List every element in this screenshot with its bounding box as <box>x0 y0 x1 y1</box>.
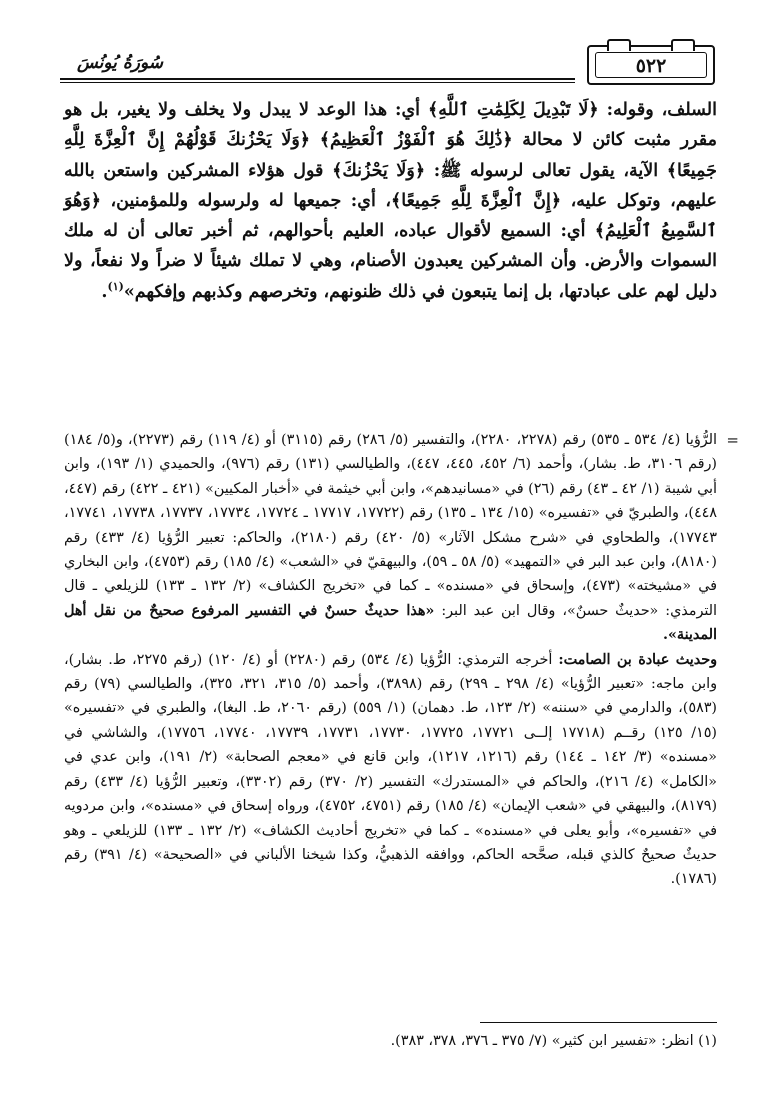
frame-tab-left <box>607 39 631 51</box>
footnote-separator <box>480 1022 717 1023</box>
frame-tab-right <box>671 39 695 51</box>
main-text: السلف، وقوله: ﴿لَا تَبْدِيلَ لِكَلِمَٰتِ ٱللَّهِ﴾ أي: هذا الوعد لا يبدل ولا يخلف ولا يغير، بل هو مقرر مثبت كائن لا محالة ﴿ذَٰلِكَ هُوَ ٱلْفَوْزُ ٱلْعَظِيمُ﴾ ﴿وَلَا يَحْزُنكَ قَوْلُهُمْ إِنَّ ٱلْعِزَّةَ لِلَّهِ جَمِيعًا﴾ الآية، يقول تعالى لرسوله ﷺ: ﴿وَلَا يَحْزُنكَ﴾ قول هؤلاء المشركين واستعن بالله عليهم، وتوكل عليه، ﴿إِنَّ ٱلْعِزَّةَ لِلَّهِ جَمِيعًا﴾، أي: جميعها له ولرسوله وللمؤمنين، ﴿وَهُوَ ٱلسَّمِيعُ ٱلْعَلِيمُ﴾ أي: السميع لأقوال عباده، العليم بأحوالهم، ثم أخبر تعالى أن له ملك السموات والأرض. وأن المشركين يعبدون الأصنام، وهي لا تملك شيئاً لا ضراً ولا نفعاً، ولا دليل لهم على عبادتها، بل إنما يتبعون في ذلك ظنونهم، وتخرصهم وكذبهم وإفكهم»$^{(١)}$. <box>64 100 717 302</box>
footnote-text: انظر: «تفسير ابن كثير» (٧/ ٣٧٥ ـ ٣٧٦، ٣٧٨، ٣٨٣). <box>390 1033 694 1049</box>
header-rule-thin <box>60 82 575 83</box>
surah-title: سُورَةُ يُونُسَ <box>77 53 163 73</box>
page-number: ٥٢٢ <box>595 52 707 78</box>
main-paragraph: السلف، وقوله: ﴿لَا تَبْدِيلَ لِكَلِمَٰتِ ٱللَّهِ﴾ أي: هذا الوعد لا يبدل ولا يخلف ولا يغير، بل هو مقرر مثبت كائن لا محالة ﴿ذَٰلِكَ هُوَ ٱلْفَوْزُ ٱلْعَظِيمُ﴾ ﴿وَلَا يَحْزُنكَ قَوْلُهُمْ إِنَّ ٱلْعِزَّةَ لِلَّهِ جَمِيعًا﴾ الآية، يقول تعالى لرسوله ﷺ: ﴿وَلَا يَحْزُنكَ﴾ قول هؤلاء المشركين واستعن بالله عليهم، وتوكل عليه، ﴿إِنَّ ٱلْعِزَّةَ لِلَّهِ جَمِيعًا﴾، أي: جميعها له ولرسوله وللمؤمنين، ﴿وَهُوَ ٱلسَّمِيعُ ٱلْعَلِيمُ﴾ أي: السميع لأقوال عباده، العليم بأحوالهم، ثم أخبر تعالى أن له ملك السموات والأرض. وأن المشركين يعبدون الأصنام، وهي لا تملك شيئاً لا ضراً ولا نفعاً، ولا دليل لهم على عبادتها، بل إنما يتبعون في ذلك ظنونهم، وتخرصهم وكذبهم وإفكهم» <box>64 100 717 302</box>
header-rule <box>60 78 575 80</box>
footnotes-block <box>64 428 739 892</box>
continuation-mark: = <box>726 431 739 449</box>
footnote-number: (١) <box>698 1033 717 1049</box>
page-number-frame <box>587 45 715 85</box>
note-quote-bold: «هذا حديثٌ حسنٌ في التفسير المرفوع صحيحٌ من نقل أهل المدينة». <box>64 602 717 644</box>
note-paragraph-2 <box>64 648 717 892</box>
footnote <box>64 1029 717 1053</box>
note-heading-bold: وحديث عبادة بن الصامت: <box>558 651 717 668</box>
footnote-ref: (١) <box>107 279 124 293</box>
note-paragraph-1 <box>64 428 717 648</box>
note-text: أخرجه الترمذي: الرُّؤيا (٤/ ٥٣٤) رقم (٢٢٨٠) أو (٤/ ١٢٠) (رقم ٢٢٧٥، ط. بشار)، وابن ماجه: «تعبير الرُّؤيا» (٤/ ٢٩٨ ـ ٢٩٩) رقم (٣٨٩٨)، وأحمد (٥/ ٣١٥، ٣٢١، ٣٢٥)، والطيالسي (٧٩) رقم (٥٨٣)، والدارمي في «سننه» (٢/ ١٢٣، ط. دهمان) (١/ ٥٥٩) (رقم ٢٠٦٠، ط. البغا)، والطبري في «تفسيره» (١٥/ ١٢٥) رقــم (١٧٧١٨ إلــى ١٧٧٢١، ١٧٧٢٥، ١٧٧٣٠، ١٧٧٣١، ١٧٧٣٩، ١٧٧٤٠، ١٧٧٥٦)، والشاشي في «مسنده» (٣/ ١٤٢ ـ ١٤٤) رقم (١٢١٦، ١٢١٧)، وابن قانع في «معجم الصحابة» (٢/ ١٩١)، وابن عدي في «الكامل» (٤/ ٢١٦)، والحاكم في «المستدرك» التفسير (٢/ ٣٧٠) رقم (٣٣٠٢)، وتعبير الرُّؤيا (٤/ ٤٣٣) رقم (٨١٧٩)، والبيهقي في «شعب الإيمان» (٤/ ١٨٥) رقم (٤٧٥١، ٤٧٥٢)، ورواه إسحاق في «مسنده»، وابن مردويه في «تفسيره»، وأبو يعلى في «مسنده» ـ كما في «تخريج أحاديث الكشاف» (٢/ ١٣٢ ـ ١٣٣) للزيلعي ـ وهو حديثٌ صحيحٌ كالذي قبله، صحَّحه الحاكم، ووافقه الذهبيُّ، وكذا شيخنا الألباني في «الصحيحة» (٤/ ٣٩١) رقم (١٧٨٦). <box>64 651 718 888</box>
note-text: الرُّؤيا (٤/ ٥٣٤ ـ ٥٣٥) رقم (٢٢٧٨، ٢٢٨٠)، والتفسير (٥/ ٢٨٦) رقم (٣١١٥) أو (٤/ ١١٩) رقم (٢٢٧٣)، و(٥/ ١٨٤) (رقم ٣١٠٦، ط. بشار)، وأحمد (٦/ ٤٥٢، ٤٤٥، ٤٤٧)، والطيالسي (١٣١) رقم (٩٧٦)، والحميدي (١/ ١٩٣)، وابن أبي شيبة (١/ ٤٢ ـ ٤٣) رقم (٢٦) في «مسانيدهم»، وابن أبي خيثمة في «أخبار المكيين» (٤٢١ ـ ٤٢٢) رقم (٤٤٧، ٤٤٨)، والطبريّ في «تفسيره» (١٥/ ١٣٤ ـ ١٣٥) رقم (١٧٧٢٢، ١٧٧١٧ ـ ١٧٧٢٤، ١٧٧٣٤، ١٧٧٣٧، ١٧٧٣٨، ١٧٧٤١، ١٧٧٤٣)، والطحاوي في «شرح مشكل الآثار» (٥/ ٤٢٠) رقم (٢١٨٠)، والحاكم: تعبير الرُّؤيا (٤/ ٤٣٣) رقم (٨١٨٠)، وابن عبد البر في «التمهيد» (٥/ ٥٨ ـ ٥٩)، والبيهقيّ في «الشعب» (٤/ ١٨٥) رقم (٤٧٥٣)، وابن البخاري في «مشيخته» (٤٧٣)، وإسحاق في «مسنده» ـ كما في «تخريج الكشاف» (٢/ ١٣٢ ـ ١٣٣) للزيلعي ـ قال الترمذي: «حديثٌ حسنٌ»، وقال ابن عبد البر: <box>64 432 718 619</box>
page-header <box>60 45 715 89</box>
